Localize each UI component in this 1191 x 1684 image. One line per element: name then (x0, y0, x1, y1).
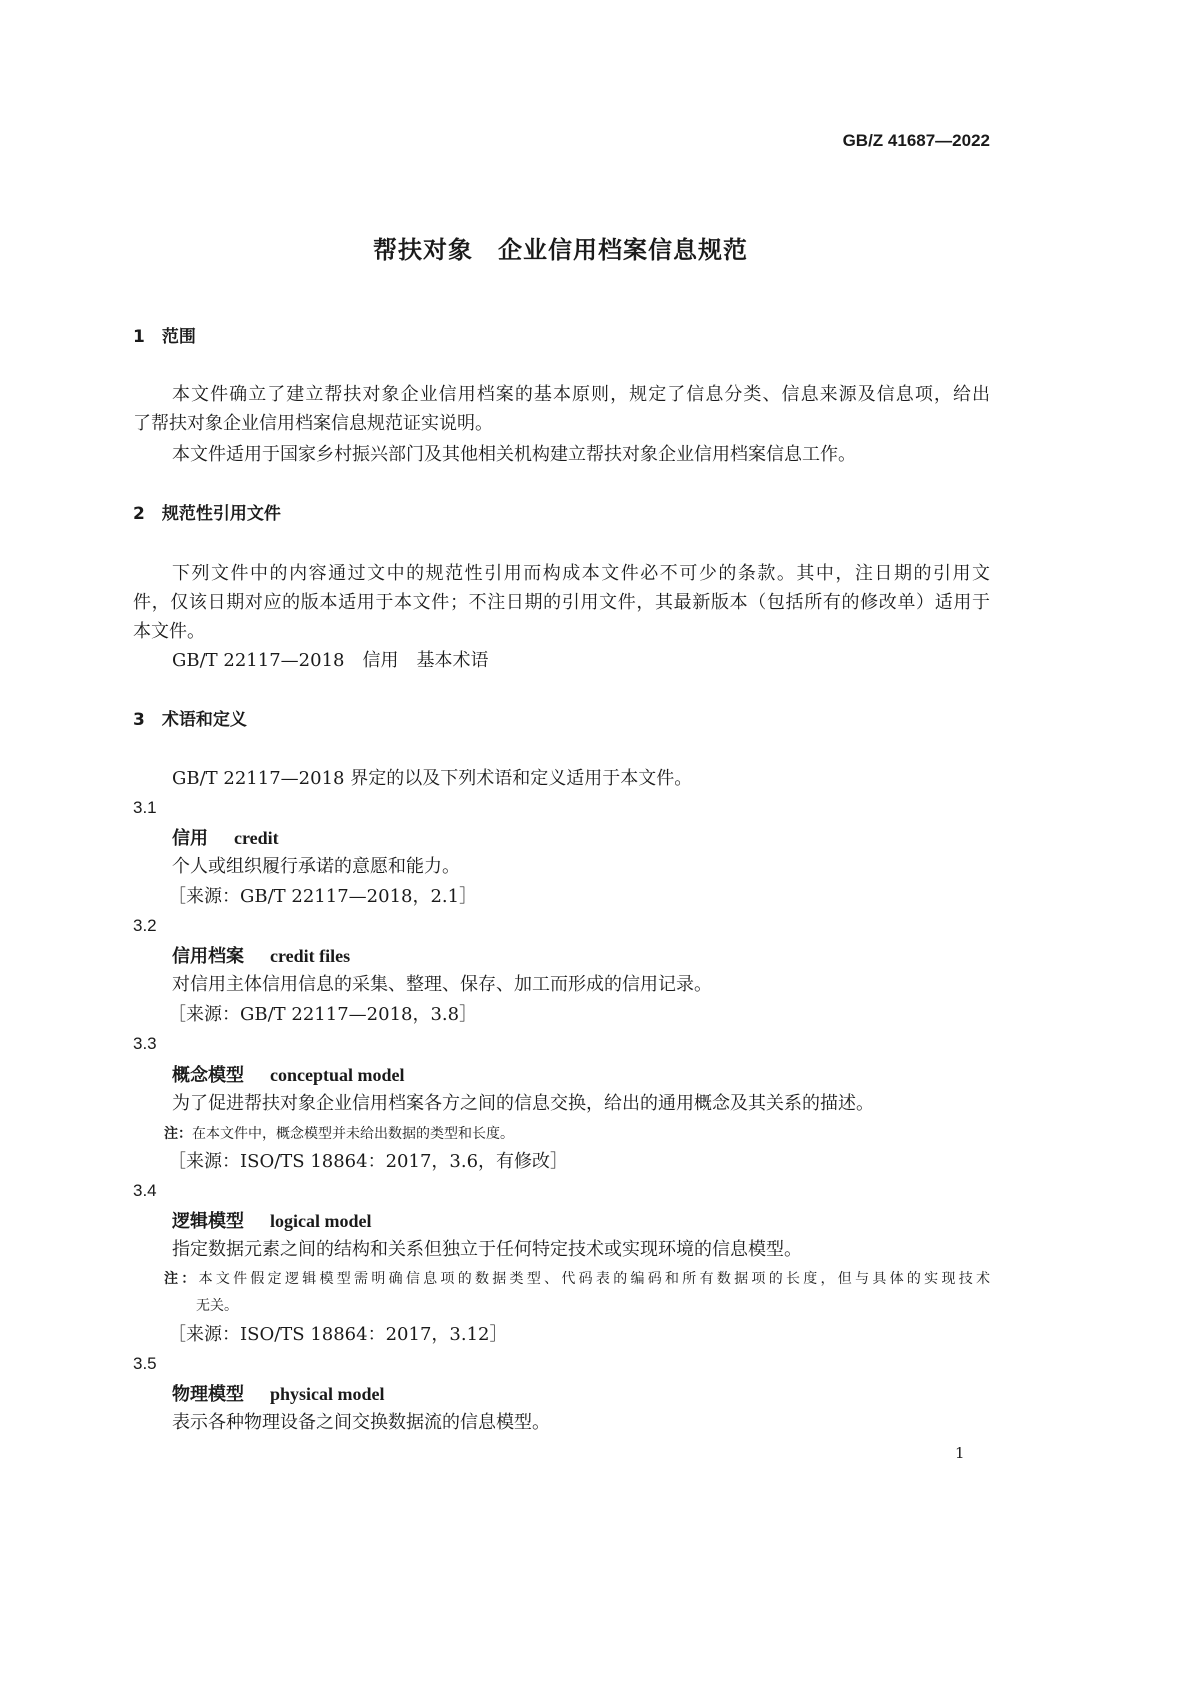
normative-reference: GB/T 22117—2018 信用 基本术语 (172, 650, 489, 671)
term-en: credit (234, 828, 279, 848)
section-3-intro: GB/T 22117—2018 界定的以及下列术语和定义适用于本文件。 (172, 768, 693, 789)
term-source: ［来源：GB/T 22117—2018，2.1］ (168, 886, 478, 907)
section-2-paragraph-end: 本文件。 (133, 621, 205, 642)
term-definition: 为了促进帮扶对象企业信用档案各方之间的信息交换，给出的通用概念及其关系的描述。 (172, 1093, 874, 1114)
section-2-paragraph: 下列文件中的内容通过文中的规范性引用而构成本文件必不可少的条款。其中，注日期的引用文 (172, 563, 990, 584)
term-note (164, 1122, 514, 1146)
note-text: 在本文件中，概念模型并未给出数据的类型和长度。 (192, 1126, 514, 1142)
term-zh: 逻辑模型 (172, 1211, 244, 1232)
term-en: credit files (270, 946, 351, 966)
term-title (172, 1382, 385, 1407)
term-zh: 概念模型 (172, 1065, 244, 1086)
term-number: 3.5 (133, 1354, 157, 1373)
term-number: 3.2 (133, 916, 157, 935)
term-source: ［来源：ISO/TS 18864：2017，3.12］ (168, 1324, 508, 1345)
term-note (164, 1267, 990, 1291)
term-source: ［来源：ISO/TS 18864：2017，3.6，有修改］ (168, 1151, 569, 1172)
term-number: 3.3 (133, 1034, 157, 1053)
term-title (172, 1209, 372, 1234)
standard-number: GB/Z 41687—2022 (842, 131, 990, 150)
term-definition: 指定数据元素之间的结构和关系但独立于任何特定技术或实现环境的信息模型。 (172, 1239, 802, 1260)
term-zh: 物理模型 (172, 1384, 244, 1405)
section-1-paragraph-2: 本文件适用于国家乡村振兴部门及其他相关机构建立帮扶对象企业信用档案信息工作。 (172, 444, 856, 465)
note-label: 注： (164, 1126, 192, 1142)
term-definition: 个人或组织履行承诺的意愿和能力。 (172, 856, 460, 877)
term-number: 3.4 (133, 1181, 157, 1200)
term-definition: 表示各种物理设备之间交换数据流的信息模型。 (172, 1412, 550, 1433)
term-en: logical model (270, 1211, 372, 1231)
page-title: 帮扶对象 企业信用档案信息规范 (373, 236, 748, 264)
section-1-heading: 1 范围 (133, 327, 196, 347)
note-label: 注： (164, 1271, 199, 1287)
section-2-heading: 2 规范性引用文件 (133, 504, 281, 524)
section-2-paragraph-cont: 件，仅该日期对应的版本适用于本文件；不注日期的引用文件，其最新版本（包括所有的修改单）适用于 (133, 592, 990, 613)
term-zh: 信用档案 (172, 946, 244, 967)
term-title (172, 826, 279, 851)
page-number: 1 (955, 1444, 965, 1462)
term-number: 3.1 (133, 798, 157, 817)
note-text: 本文件假定逻辑模型需明确信息项的数据类型、代码表的编码和所有数据项的长度，但与具体的实现技术 (198, 1271, 991, 1287)
term-en: conceptual model (270, 1065, 405, 1085)
section-1-paragraph-cont: 了帮扶对象企业信用档案信息规范证实说明。 (133, 413, 493, 434)
term-zh: 信用 (172, 828, 208, 849)
term-definition: 对信用主体信用信息的采集、整理、保存、加工而形成的信用记录。 (172, 974, 712, 995)
term-title (172, 1063, 405, 1088)
term-title (172, 944, 350, 969)
section-3-heading: 3 术语和定义 (133, 710, 247, 730)
term-note-cont: 无关。 (196, 1298, 238, 1314)
section-1-paragraph: 本文件确立了建立帮扶对象企业信用档案的基本原则，规定了信息分类、信息来源及信息项，给出 (172, 384, 990, 405)
term-source: ［来源：GB/T 22117—2018，3.8］ (168, 1004, 478, 1025)
term-en: physical model (270, 1384, 385, 1404)
